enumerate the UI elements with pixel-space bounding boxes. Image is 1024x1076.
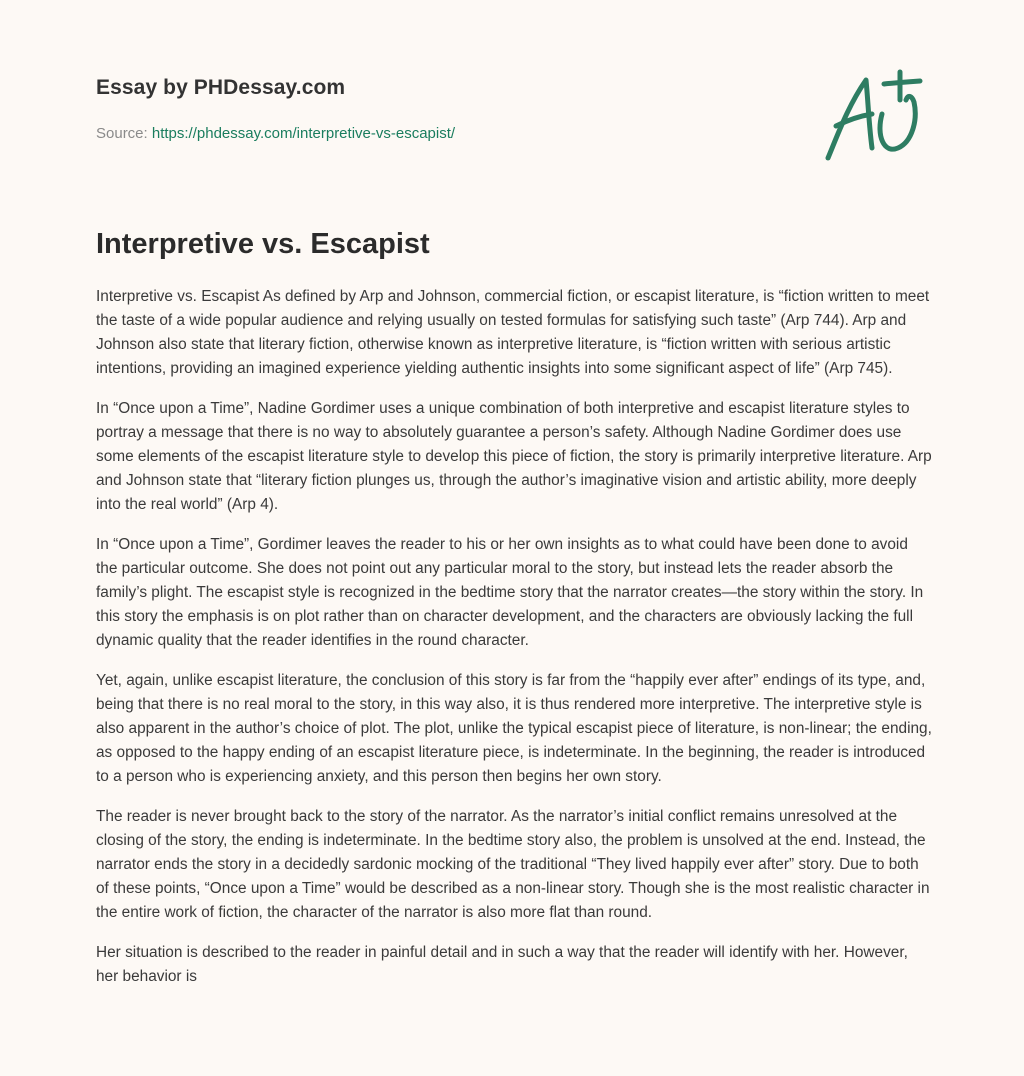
essay-title: Interpretive vs. Escapist: [96, 228, 430, 260]
page: [96, 0, 932, 1076]
essay-paragraph: In “Once upon a Time”, Nadine Gordimer uses a unique combination of both interpretive and escapist literature styles to portray a message that there is no way to absolutely guarantee a person’s safety. Although Nadine Gordimer does use some elements of the escapist literature style to develop this piece of fiction, the story is primarily interpretive literature. Arp and Johnson state that “literary fiction plunges us, through the author’s imaginative vision and artistic ability, more deeply into the real world” (Arp 4).: [96, 400, 932, 513]
source-label: Source:: [96, 125, 148, 142]
source-link[interactable]: https://phdessay.com/interpretive-vs-escapist/: [151, 125, 456, 142]
a-plus-logo-icon: [822, 66, 928, 166]
essay-paragraph: Her situation is described to the reader in painful detail and in such a way that the reader will identify with her. However, her behavior is: [96, 944, 908, 985]
essay-paragraph: The reader is never brought back to the story of the narrator. As the narrator’s initial conflict remains unresolved at the closing of the story, the ending is indeterminate. In the bedtime story also, the problem is unsolved at the end. Instead, the narrator ends the story in a decidedly sardonic mocking of the traditional “They lived happily ever after” story. Due to both of these points, “Once upon a Time” would be described as a non-linear story. Though she is the most realistic character in the entire work of fiction, the character of the narrator is also more flat than round.: [96, 808, 930, 921]
site-title: Essay by PHDessay.com: [96, 76, 346, 99]
source-line: [96, 125, 455, 142]
essay-body: [96, 285, 932, 1005]
essay-paragraph: Yet, again, unlike escapist literature, the conclusion of this story is far from the “happily ever after” endings of its type, and, being that there is no real moral to the story, in this way also, it is thus rendered more interpretive. The interpretive style is also apparent in the author’s choice of plot. The plot, unlike the typical escapist piece of literature, is non-linear; the ending, as opposed to the happy ending of an escapist literature piece, is indeterminate. In the beginning, the reader is introduced to a person who is experiencing anxiety, and this person then begins her own story.: [96, 672, 932, 785]
site-header: [96, 0, 932, 180]
essay-paragraph: In “Once upon a Time”, Gordimer leaves the reader to his or her own insights as to what could have been done to avoid the particular outcome. She does not point out any particular moral to the story, but instead lets the reader absorb the family’s plight. The escapist style is recognized in the bedtime story that the narrator creates—the story within the story. In this story the emphasis is on plot rather than on character development, and the characters are obviously lacking the full dynamic quality that the reader identifies in the round character.: [96, 536, 924, 649]
essay-paragraph: Interpretive vs. Escapist As defined by Arp and Johnson, commercial fiction, or escapist literature, is “fiction written to meet the taste of a wide popular audience and relying usually on tested formulas for satisfying such taste” (Arp 744). Arp and Johnson also state that literary fiction, otherwise known as interpretive literature, is “fiction written with serious artistic intentions, providing an imagined experience yielding authentic insights into some significant aspect of life” (Arp 745).: [96, 288, 930, 377]
